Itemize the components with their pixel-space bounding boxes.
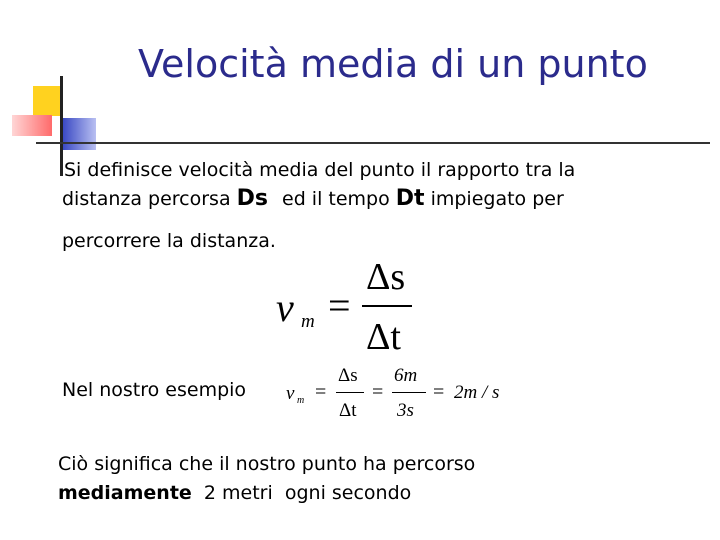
conclusion-line-2 bbox=[58, 484, 411, 503]
formula-denominator: Δt bbox=[366, 316, 401, 358]
formula-fraction-bar bbox=[362, 305, 412, 307]
formula-numerator: Δs bbox=[366, 256, 406, 298]
example-numerator-2: 6m bbox=[394, 365, 418, 386]
example-denominator-1: Δt bbox=[339, 400, 357, 421]
decor-blue-square bbox=[60, 118, 96, 150]
example-v: v bbox=[286, 383, 295, 404]
definition-text-a: distanza percorsa bbox=[62, 188, 237, 210]
example-label: Nel nostro esempio bbox=[62, 379, 247, 401]
symbol-delta-t: Dt bbox=[395, 186, 425, 211]
definition-line-2 bbox=[62, 188, 564, 210]
definition-text-b: ed il tempo bbox=[282, 188, 396, 210]
example-denominator-2: 3s bbox=[397, 400, 414, 421]
formula-equals: = bbox=[328, 283, 351, 328]
example-fraction-bar-2 bbox=[392, 392, 426, 393]
title-underline bbox=[36, 142, 710, 144]
formula-v: v bbox=[276, 285, 294, 330]
example-fraction-bar-1 bbox=[336, 392, 364, 393]
definition-line-3: percorrere la distanza. bbox=[62, 230, 276, 252]
example-subscript-m: m bbox=[297, 395, 305, 406]
decor-yellow-square bbox=[33, 86, 61, 116]
decor-vertical-line bbox=[60, 76, 63, 176]
example-numerator-1: Δs bbox=[338, 365, 358, 386]
definition-text-c: impiegato per bbox=[424, 188, 564, 210]
example-equals-1: = bbox=[315, 381, 327, 403]
example-equals-2: = bbox=[372, 381, 384, 403]
conclusion-rest: 2 metri ogni secondo bbox=[191, 482, 412, 504]
page-title: Velocità media di un punto bbox=[138, 42, 648, 86]
example-equals-3: = bbox=[433, 381, 445, 403]
formula-subscript-m: m bbox=[301, 311, 315, 332]
decor-red-bar bbox=[12, 115, 52, 136]
definition-line-1: Si definisce velocità media del punto il rapporto tra la bbox=[64, 159, 576, 181]
example-result: 2m / s bbox=[454, 382, 500, 403]
symbol-delta-s: Ds bbox=[236, 186, 268, 211]
conclusion-line-1: Ciò significa che il nostro punto ha percorso bbox=[58, 453, 476, 475]
conclusion-bold-word: mediamente bbox=[58, 482, 192, 504]
